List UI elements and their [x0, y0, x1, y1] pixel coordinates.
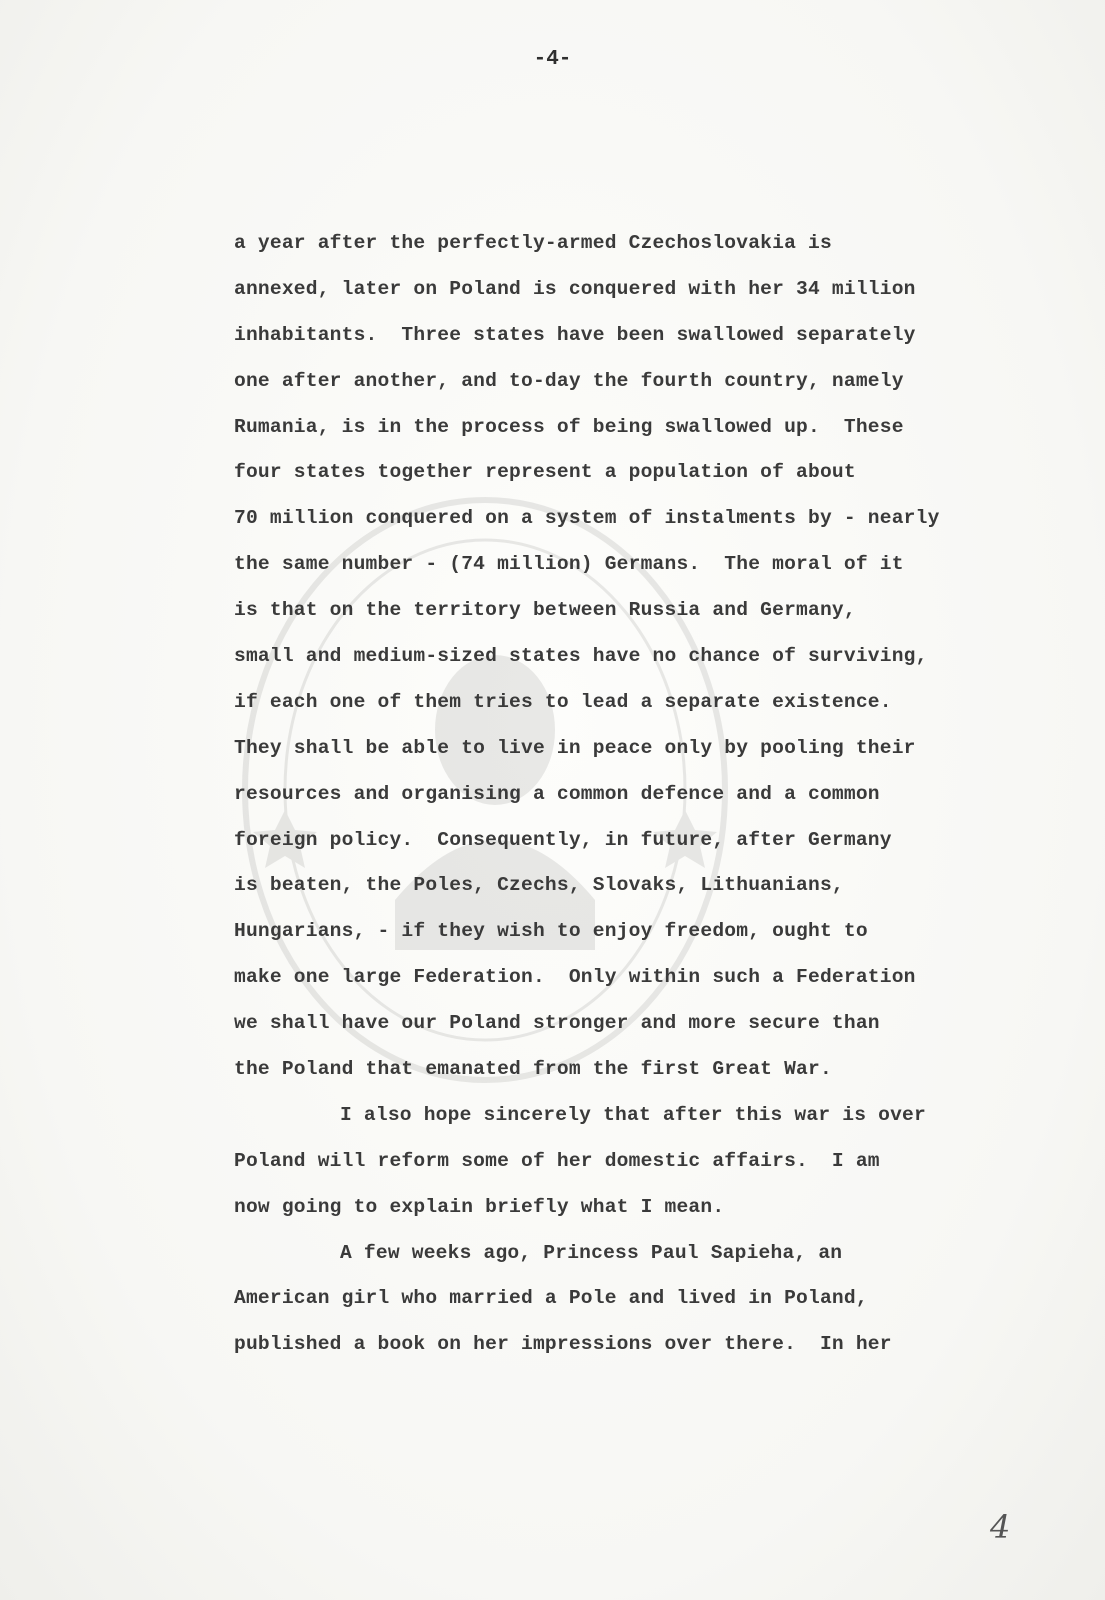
text-line: American girl who married a Pole and lived in Poland, — [234, 1287, 868, 1310]
text-line: a year after the perfectly-armed Czechoslovakia is — [234, 232, 832, 254]
text-line: the same number - (74 million) Germans. The moral of it — [234, 553, 904, 576]
text-line: published a book on her impressions over there. In her — [234, 1333, 892, 1356]
text-line: is beaten, the Poles, Czechs, Slovaks, Lithuanians, — [234, 874, 844, 897]
text-line: if each one of them tries to lead a separate existence. — [234, 690, 892, 713]
text-line: resources and organising a common defence and a common — [234, 782, 880, 805]
text-line: foreign policy. Consequently, in future, after Germany — [234, 828, 892, 851]
handwritten-page-mark: 4 — [990, 1508, 1011, 1546]
text-line: make one large Federation. Only within such a Federation — [234, 966, 916, 989]
text-line: is that on the territory between Russia and Germany, — [234, 599, 856, 622]
paragraph — [234, 228, 1064, 1100]
text-line: annexed, later on Poland is conquered with her 34 million — [234, 277, 916, 300]
text-line: we shall have our Poland stronger and more secure than — [234, 1012, 880, 1035]
text-line: one after another, and to-day the fourth country, namely — [234, 369, 904, 392]
text-line: I also hope sincerely that after this war is over — [340, 1103, 926, 1126]
text-line: small and medium-sized states have no chance of surviving, — [234, 645, 928, 668]
page-number: -4- — [533, 48, 572, 71]
text-line: four states together represent a population of about — [234, 461, 856, 484]
text-line: Rumania, is in the process of being swallowed up. These — [234, 415, 904, 438]
text-line: 70 million conquered on a system of instalments by - nearly — [234, 507, 940, 530]
text-line: inhabitants. Three states have been swallowed separately — [234, 323, 916, 346]
document-body — [234, 228, 1064, 1375]
text-line: now going to explain briefly what I mean. — [234, 1195, 725, 1218]
text-line: They shall be able to live in peace only by pooling their — [234, 736, 916, 759]
paragraph — [234, 1100, 1064, 1238]
text-line: Poland will reform some of her domestic affairs. I am — [234, 1149, 880, 1172]
paragraph — [234, 1238, 1064, 1376]
text-line: the Poland that emanated from the first Great War. — [234, 1058, 832, 1081]
text-line: A few weeks ago, Princess Paul Sapieha, an — [340, 1241, 843, 1264]
text-line: Hungarians, - if they wish to enjoy freedom, ought to — [234, 920, 868, 943]
